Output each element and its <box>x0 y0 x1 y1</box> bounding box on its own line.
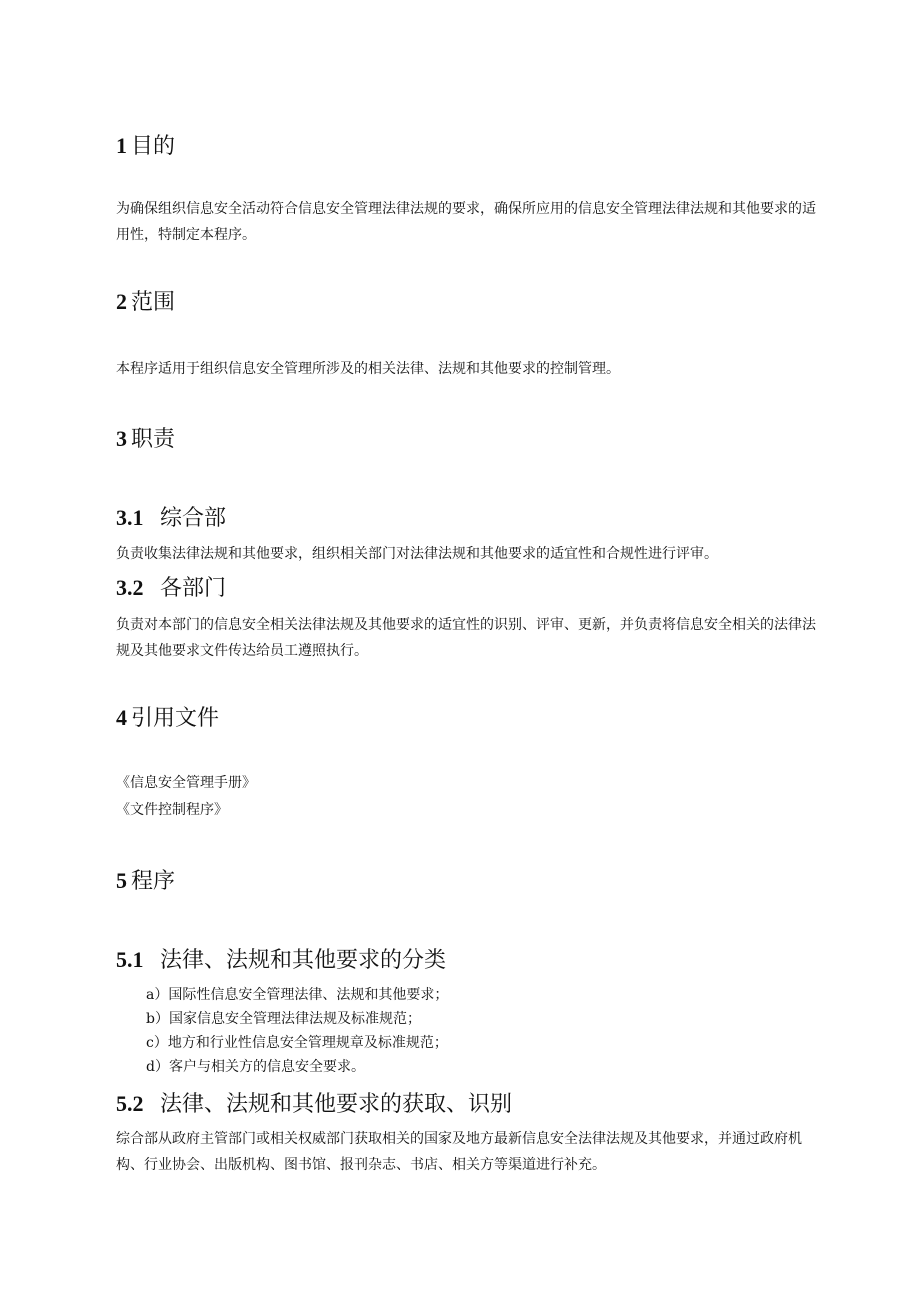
section-number: 1 <box>116 133 127 158</box>
section-title: 程序 <box>131 869 176 894</box>
section-number: 4 <box>116 705 127 730</box>
section-title: 目的 <box>131 134 176 159</box>
section-heading-references <box>116 703 219 734</box>
section-heading-procedure <box>116 866 175 897</box>
subsection-heading-classification <box>116 945 446 976</box>
section-title: 范围 <box>131 290 176 315</box>
acquisition-paragraph: 综合部从政府主管部门或相关权威部门获取相关的国家及地方最新信息安全法律法规及其他要求，并通过政府机构、行业协会、出版机构、图书馆、报刊杂志、书店、相关方等渠道进行补充。 <box>116 1131 802 1173</box>
subsection-number: 3.1 <box>116 505 144 530</box>
section-number: 3 <box>116 426 127 451</box>
reference-item: 《文件控制程序》 <box>116 802 228 818</box>
all-depts-paragraph: 负责对本部门的信息安全相关法律法规及其他要求的适宜性的识别、评审、更新，并负责将信息安全相关的法律法规及其他要求文件传达给员工遵照执行。 <box>116 617 816 659</box>
section-heading-scope <box>116 287 175 318</box>
purpose-paragraph: 为确保组织信息安全活动符合信息安全管理法律法规的要求，确保所应用的信息安全管理法律法规和其他要求的适用性，特制定本程序。 <box>116 201 816 243</box>
list-item: d）客户与相关方的信息安全要求。 <box>146 1059 365 1075</box>
subsection-title: 法律、法规和其他要求的分类 <box>160 948 447 973</box>
reference-item: 《信息安全管理手册》 <box>116 775 256 791</box>
list-item: a）国际性信息安全管理法律、法规和其他要求； <box>146 987 449 1003</box>
subsection-heading-general-dept <box>116 503 226 534</box>
subsection-heading-acquisition <box>116 1089 512 1120</box>
subsection-title: 综合部 <box>160 506 227 531</box>
subsection-title: 各部门 <box>160 576 227 601</box>
category-list <box>146 983 448 1079</box>
general-dept-paragraph: 负责收集法律法规和其他要求，组织相关部门对法律法规和其他要求的适宜性和合规性进行评审。 <box>116 546 718 562</box>
list-item: b）国家信息安全管理法律法规及标准规范； <box>146 1011 421 1027</box>
subsection-heading-all-depts <box>116 573 226 604</box>
subsection-number: 5.1 <box>116 947 144 972</box>
section-title: 引用文件 <box>131 706 220 731</box>
section-number: 5 <box>116 868 127 893</box>
subsection-number: 3.2 <box>116 575 144 600</box>
scope-paragraph: 本程序适用于组织信息安全管理所涉及的相关法律、法规和其他要求的控制管理。 <box>116 361 620 377</box>
section-heading-purpose <box>116 131 175 162</box>
section-title: 职责 <box>131 427 176 452</box>
section-heading-responsibilities <box>116 424 175 455</box>
section-number: 2 <box>116 289 127 314</box>
subsection-number: 5.2 <box>116 1091 144 1116</box>
list-item: c）地方和行业性信息安全管理规章及标准规范； <box>146 1035 448 1051</box>
subsection-title: 法律、法规和其他要求的获取、识别 <box>160 1092 513 1117</box>
